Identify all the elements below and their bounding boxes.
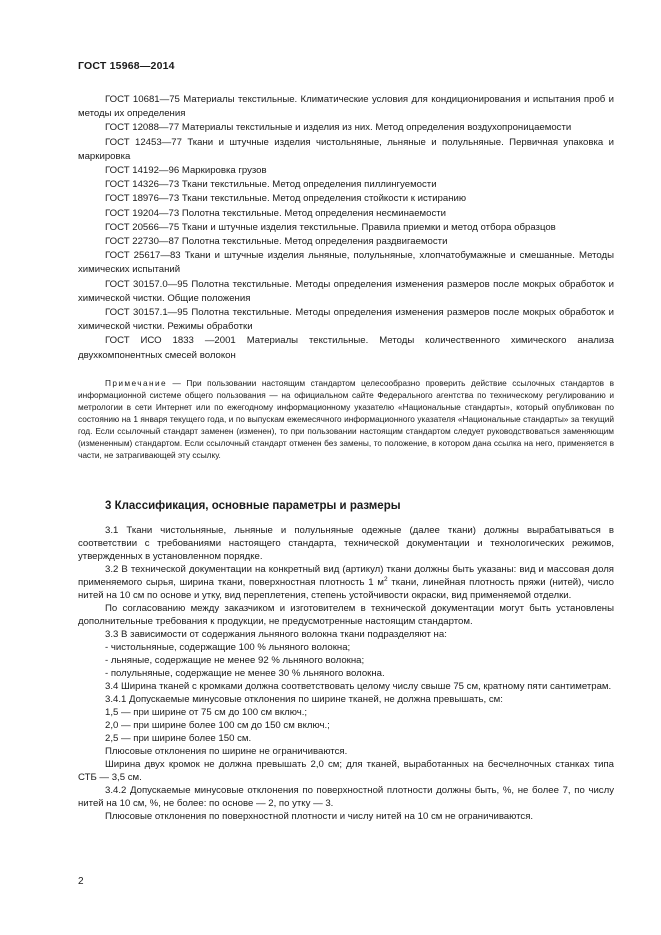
reference-item: ГОСТ 22730—87 Полотна текстильные. Метод определения раздвигаемости [105, 236, 448, 248]
list-item: 2,5 — при ширине более 150 см. [105, 732, 252, 744]
paragraph-3-3: 3.3 В зависимости от содержания льняного волокна ткани подразделяют на: [105, 628, 447, 640]
note-label: Примечание [105, 377, 168, 388]
list-item: - полульняные, содержащие не менее 30 % льняного волокна. [105, 667, 385, 679]
reference-item: ГОСТ 30157.0—95 Полотна текстильные. Методы определения изменения размеров после мокрых обработок и химической чистки. Общие положения [78, 278, 614, 304]
list-item: 2,0 — при ширине более 100 см до 150 см включ.; [105, 719, 330, 731]
reference-item: ГОСТ 12453—77 Ткани и штучные изделия чистольняные, льняные и полульняные. Первичная упаковка и маркировка [78, 136, 614, 162]
reference-item: ГОСТ 20566—75 Ткани и штучные изделия текстильные. Правила приемки и метод отбора образцов [105, 221, 556, 233]
paragraph-3-2-part-b: ткани, линейная плотность пряжи (нитей), число нитей на 10 см по основе и утку, вид переплетения, степень устойчивости окраски, вид применяемой отделки. [78, 576, 614, 601]
paragraph: Ширина двух кромок не должна превышать 2,0 см; для тканей, выработанных на бесчелночных станках типа СТБ — 3,5 см. [78, 758, 614, 783]
reference-item: ГОСТ 10681—75 Материалы текстильные. Климатические условия для кондиционирования и испытания проб и методы их определения [78, 94, 614, 120]
note-text: — При пользовании настоящим стандартом целесообразно проверить действие ссылочных стандартов в информационной системе общего пользования — на официальном сайте Федерального агентства по техническому регулированию и метрологии в сети Интернет или по ежегодному информационному указателю «Национальные стандарты», который опубликован по состоянию на 1 января текущего года, и по выпускам ежемесячного информационного указателя «Национальные стандарты» за текущий год. Если ссылочный стандарт заменен (изменен), то при пользовании настоящим стандартом следует руководствоваться заменяющим (измененным) стандартом. Если ссылочный стандарт отменен без замены, то положение, в котором дана ссылка на него, применяется в части, не затрагивающей эту ссылку. [78, 377, 614, 461]
document-header: ГОСТ 15968—2014 [78, 60, 175, 72]
list-item: - чистольняные, содержащие 100 % льняного волокна; [105, 641, 351, 653]
paragraph: По согласованию между заказчиком и изготовителем в технической документации могут быть установлены дополнительные требования к продукции, не предусмотренные настоящим стандартом. [78, 602, 614, 627]
note [78, 377, 614, 462]
superscript: 2 [384, 575, 388, 583]
list-item: - льняные, содержащие не менее 92 % льняного волокна; [105, 654, 365, 666]
paragraph: Плюсовые отклонения по ширине не ограничиваются. [105, 745, 348, 757]
paragraph-3-4-1: 3.4.1 Допускаемые минусовые отклонения по ширине тканей, не должна превышать, см: [105, 693, 503, 705]
reference-item: ГОСТ 18976—73 Ткани текстильные. Метод определения стойкости к истиранию [105, 193, 467, 205]
paragraph-3-1: 3.1 Ткани чистольняные, льняные и полульняные одежные (далее ткани) должны вырабатываться в соответствии с требованиями настоящего стандарта, технической документации и технологических режимов, утвержденных в установленном порядке. [78, 524, 614, 562]
reference-item: ГОСТ 14192—96 Маркировка грузов [105, 165, 267, 177]
document-body [78, 93, 614, 823]
reference-item: ГОСТ 12088—77 Материалы текстильные и изделия из них. Метод определения воздухопроницаемости [105, 122, 572, 134]
normative-references [78, 93, 614, 363]
section-title: 3 Классификация, основные параметры и размеры [105, 499, 401, 512]
reference-item: ГОСТ 14326—73 Ткани текстильные. Метод определения пиллингуемости [105, 179, 437, 191]
reference-item: ГОСТ ИСО 1833 —2001 Материалы текстильные. Методы количественного химического анализа двухкомпонентных смесей волокон [78, 335, 614, 361]
section-body [78, 524, 614, 823]
paragraph: Плюсовые отклонения по поверхностной плотности и числу нитей на 10 см не ограничиваются. [105, 810, 534, 822]
page-number: 2 [78, 876, 84, 887]
paragraph-3-2-part-a: 3.2 В технической документации на конкретный вид (артикул) ткани должны быть указаны: вид и массовая доля применяемого сырья, ширина ткани, поверхностная плотность 1 м [78, 563, 614, 588]
reference-item: ГОСТ 30157.1—95 Полотна текстильные. Методы определения изменения размеров после мокрых обработок и химической чистки. Режимы обработки [78, 307, 614, 333]
paragraph-3-4-2: 3.4.2 Допускаемые минусовые отклонения по поверхностной плотности должны быть, %, не более 7, по числу нитей на 10 см, %, не более: по основе — 2, по утку — 3. [78, 784, 614, 809]
list-item: 1,5 — при ширине от 75 см до 100 см включ.; [105, 706, 308, 718]
reference-item: ГОСТ 25617—83 Ткани и штучные изделия льняные, полульняные, хлопчатобумажные и смешанные. Методы химических испытаний [78, 250, 614, 276]
paragraph-3-4: 3.4 Ширина тканей с кромками должна соответствовать целому числу свыше 75 см, кратному пяти сантиметрам. [105, 680, 612, 692]
paragraph-3-2 [78, 563, 614, 602]
reference-item: ГОСТ 19204—73 Полотна текстильные. Метод определения несминаемости [105, 207, 447, 219]
